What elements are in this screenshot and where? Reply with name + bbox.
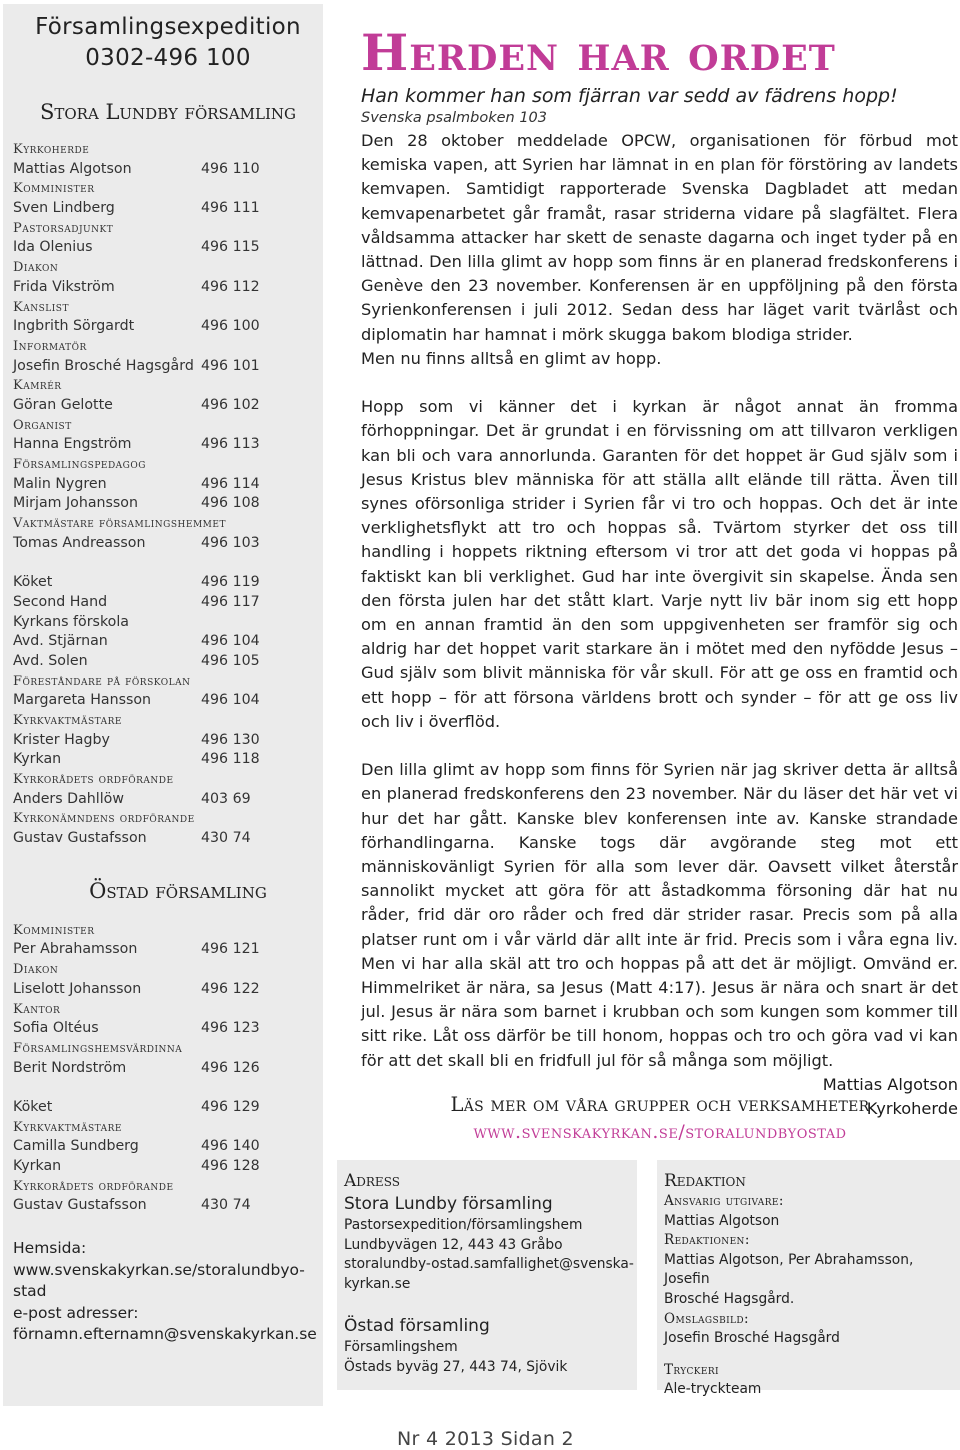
article (361, 23, 958, 1121)
cover-name: Josefin Brosché Hagsgård (664, 1330, 840, 1347)
staff-role: Kanslist (13, 299, 69, 315)
staff-phone: 496 129 (201, 1098, 260, 1115)
address-parish2-line1: Församlingshem (344, 1339, 458, 1356)
staff-person (13, 980, 323, 1000)
staff-person (13, 573, 323, 593)
staff-name: Avd. Stjärnan (13, 633, 108, 650)
staff-name: Gustav Gustafsson (13, 1197, 147, 1214)
cover-label: Omslagsbild: (664, 1310, 749, 1327)
staff-person (13, 199, 323, 219)
parish-title-stora-lundby: Stora Lundby församling (39, 100, 297, 124)
staff-person (13, 593, 323, 613)
staff-name: Margareta Hansson (13, 692, 152, 709)
staff-phone: 496 122 (201, 980, 260, 997)
staff-phone: 496 115 (201, 239, 260, 256)
address-parish2-line2: Östads byväg 27, 443 74, Sjövik (344, 1358, 568, 1375)
staff-name: Per Abrahamsson (13, 941, 138, 958)
staff-name: Second Hand (13, 593, 108, 610)
staff-person (13, 238, 323, 258)
signature-title: Kyrkoherde (866, 1099, 958, 1119)
staff-person (13, 278, 323, 298)
staff-phone: 403 69 (201, 790, 251, 807)
staff-phone: 496 130 (201, 731, 260, 748)
staff-phone: 496 140 (201, 1138, 260, 1155)
address-parish1-line1: Pastorsexpedition/församlingshem (344, 1217, 583, 1233)
parish-title-ostad: Östad församling (89, 878, 267, 903)
editorial-line1: Mattias Algotson, Per Abrahamsson, Josefin (664, 1251, 914, 1288)
staff-role: Kamrér (13, 378, 62, 394)
staff-name: Hanna Engström (13, 436, 132, 453)
staff-phone: 430 74 (201, 1197, 251, 1214)
page-footer: Nr 4 2013 Sidan 2 (397, 1428, 574, 1450)
staff-phone: 496 123 (201, 1020, 260, 1037)
staff-role: Diakon (13, 962, 59, 978)
staff-phone: 496 126 (201, 1059, 260, 1076)
staff-role: Informatör (13, 338, 87, 354)
address-parish2-name: Östad församling (344, 1316, 490, 1337)
staff-phone: 496 104 (201, 633, 260, 650)
article-source: Svenska psalmboken 103 (361, 110, 548, 126)
staff-person (13, 731, 323, 751)
staff-name: Berit Nordström (13, 1059, 127, 1076)
article-subhead: Han kommer han som fjärran var sedd av fädrens hopp! (361, 85, 898, 107)
article-paragraph-3: Den lilla glimt av hopp som finns för Syrien när jag skriver detta är alltså en planerad fredskonferens den 23 november. När du läser det här vet vi hur det har gått. Kanske blev konferensen inte av. Kanske strandade förhandlingarna. Kanske togs där avgörande steg mot ett människovänligt Syrien för alla som lever där. Oavsett vilket återstår sannolikt mycket att göra för att åstadkomma försoning där hat nu råder, frid där oro råder och fred där strider rasar. Precis som på alla platser runt om i vår värld där allt inte är frid. Precis som i våra egna liv. Men vi har alla skäl att tro och hoppas på att det är möjligt. Omvänd er. Himmelriket är nära, sa Jesus (Matt 4:17). Jesus är nära och snart är det jul. Jesus är nära som barnet i krubban och som kungen som kommer till sitt rike. Låt oss därför be till honom, hoppas och tro och göra vad vi kan för att det skall bli en fridfull jul för så många som möjligt. (361, 760, 958, 1070)
staff-name: Sven Lindberg (13, 200, 115, 217)
staff-phone: 496 105 (201, 652, 260, 669)
staff-role: Diakon (13, 260, 59, 276)
staff-person (13, 1098, 323, 1118)
staff-person (13, 1196, 323, 1216)
staff-name: Tomas Andreasson (13, 534, 146, 551)
staff-name: Liselott Johansson (13, 980, 142, 997)
editorial-box (657, 1160, 960, 1398)
office-phone: 0302-496 100 (85, 45, 251, 71)
staff-name: Mattias Algotson (13, 160, 132, 177)
staff-role: Kyrkvaktmästare (13, 1119, 123, 1135)
staff-role: Komminister (13, 181, 95, 197)
staff-person (13, 435, 323, 455)
staff-phone: 430 74 (201, 830, 251, 847)
staff-name: Kyrkans förskola (13, 613, 129, 630)
staff-role: Kyrkoherde (13, 142, 90, 157)
staff-person (13, 396, 323, 416)
staff-name: Ida Olenius (13, 239, 93, 256)
staff-person (13, 475, 323, 495)
staff-phone: 496 113 (201, 436, 260, 453)
article-body (361, 129, 958, 1073)
staff-name: Köket (13, 1098, 53, 1115)
staff-phone: 496 118 (201, 751, 260, 768)
staff-name: Mirjam Johansson (13, 495, 138, 512)
staff-phone: 496 128 (201, 1158, 260, 1174)
staff-person (13, 790, 323, 810)
staff-person (13, 940, 323, 960)
staff-phone: 496 111 (201, 200, 260, 217)
staff-name: Avd. Solen (13, 652, 88, 669)
staff-person (13, 1059, 323, 1079)
staff-phone: 496 121 (201, 941, 260, 958)
contact-block (13, 1238, 323, 1346)
staff-role: Föreståndare på förskolan (13, 673, 191, 689)
staff-person (13, 494, 323, 514)
staff-role: Kyrkvaktmästare (13, 712, 123, 728)
staff-role: Komminister (13, 922, 95, 938)
staff-name: Gustav Gustafsson (13, 830, 147, 847)
address-email-line2[interactable]: kyrkan.se (344, 1275, 411, 1292)
address-email-line1[interactable]: storalundby-ostad.samfallighet@svenska- (344, 1256, 634, 1273)
staff-phone: 496 110 (201, 160, 260, 177)
staff-person (13, 1019, 323, 1039)
more-info-heading: Läs mer om våra grupper och verksamheter (450, 1093, 870, 1116)
staff-person (13, 750, 323, 770)
staff-name: Anders Dahllöw (13, 790, 124, 807)
article-headline: Herden har ordet (361, 23, 836, 82)
staff-name: Josefin Brosché Hagsgård (13, 357, 194, 374)
homepage-link-line2[interactable]: stad (13, 1282, 47, 1301)
staff-name: Frida Vikström (13, 278, 115, 295)
email-label: e-post adresser: (13, 1303, 139, 1322)
staff-phone: 496 101 (201, 357, 260, 374)
staff-person (13, 534, 323, 554)
editorial-label: Redaktionen: (664, 1232, 750, 1249)
staff-role: Kyrkorådets ordförande (13, 1178, 174, 1194)
office-name: Församlingsexpedition (35, 14, 301, 40)
staff-phone: 496 103 (201, 534, 260, 551)
staff-person (13, 317, 323, 337)
staff-role: Församlingshemsvärdinna (13, 1040, 183, 1056)
print-name: Ale-tryckteam (664, 1381, 762, 1398)
staff-person (13, 691, 323, 711)
staff-phone: 496 104 (201, 692, 260, 709)
publisher-name: Mattias Algotson (664, 1212, 780, 1229)
signature-name: Mattias Algotson (822, 1075, 958, 1095)
publisher-label: Ansvarig utgivare: (664, 1193, 784, 1209)
email-pattern: förnamn.efternamn@svenskakyrkan.se (13, 1325, 317, 1344)
staff-person (13, 613, 323, 633)
staff-role: Vaktmästare församlingshemmet (13, 516, 226, 532)
staff-name: Ingbrith Sörgardt (13, 318, 135, 335)
staff-person (13, 632, 323, 652)
print-label: Tryckeri (664, 1361, 719, 1378)
address-box (337, 1160, 637, 1390)
staff-phone: 496 119 (201, 574, 260, 591)
more-info-link[interactable]: www.svenskakyrkan.se/storalundbyostad (473, 1121, 847, 1143)
staff-role: Organist (13, 417, 72, 433)
staff-person (13, 1137, 323, 1157)
staff-person (13, 829, 323, 849)
staff-person (13, 357, 323, 377)
staff-role: Församlingspedagog (13, 457, 146, 472)
editorial-heading: Redaktion (664, 1171, 746, 1191)
address-parish1-name: Stora Lundby församling (344, 1194, 553, 1214)
staff-phone: 496 112 (201, 278, 260, 295)
staff-name: Krister Hagby (13, 731, 110, 748)
address-heading: Adress (344, 1171, 400, 1191)
article-paragraph-1: Den 28 oktober meddelade OPCW, organisationen för förbud mot kemiska vapen, att Syrien har lämnat in en plan för förstöring av landets kemvapen. Samtidigt rapporterade Svenska Dagbladet att medan kemvapenarbetet går framåt, rasar striderna vidare på slagfältet. Flera våldsamma attacker har skett de senaste dagarna och inget tyder på en lättnad. Den lilla glimt av hopp som finns är en planerad fredskonferens i Genève den 23 november. Konferensen är en uppföljning på den första Syrienkonferensen i juli 2012. Sedan dess har läget varit tvärlåst och diplomatin har hamnat i mörk skugga bakom blodiga strider. Men nu finns alltså en glimt av hopp. (361, 131, 958, 368)
staff-list-ostad (13, 921, 323, 1216)
staff-role: Kyrkorådets ordförande (13, 772, 174, 787)
staff-name: Kyrkan (13, 751, 62, 768)
staff-person (13, 1157, 323, 1177)
staff-phone: 496 100 (201, 318, 260, 335)
staff-role: Kyrkonämndens ordförande (13, 811, 195, 827)
staff-name: Sofia Oltéus (13, 1020, 99, 1037)
sidebar-directory (3, 4, 323, 1406)
staff-phone: 496 114 (201, 475, 260, 492)
staff-name: Köket (13, 574, 53, 591)
staff-phone: 496 102 (201, 396, 260, 413)
staff-name: Kyrkan (13, 1158, 62, 1174)
editorial-line2: Brosché Hagsgård. (664, 1290, 795, 1307)
address-parish1-line2: Lundbyvägen 12, 443 43 Gråbo (344, 1236, 563, 1253)
article-paragraph-2: Hopp som vi känner det i kyrkan är något annat än fromma förhoppningar. Det är grundat i en förvissning om att tillvaron verkligen kan bli och vara annorlunda. Garanten för det hoppet är Gud själv som i Jesus Kristus blev människa för att ställa allt elände till rätta. Även till synes oförsonliga strider i Syrien får vi tro och hoppas. Och det är inte verklighetsflykt att tro och hoppas så. Tvärtom styrker det oss till handling i hoppets riktning eftersom vi tror att det goda vi hoppas på faktiskt kan bli verklighet. Gud har inte övergivit sin skapelse. Ända sen den första julen har det stått klart. Varje nytt liv bär inom sig ett hopp om en annan framtid än den som uppgivenheten ser framför sig och aldrig har det hoppet varit starkare än i mötet med den nyfödde Jesus – Gud själv som blivit människa för vår skull. För att ge oss en framtid och ett hopp – för att försona världens brott och synder – för att ge oss liv och liv i överflöd. (361, 397, 958, 731)
staff-phone: 496 108 (201, 495, 260, 512)
staff-role: Pastorsadjunkt (13, 220, 114, 236)
staff-name: Göran Gelotte (13, 396, 113, 413)
homepage-label: Hemsida: (13, 1239, 87, 1258)
staff-phone: 496 117 (201, 593, 260, 610)
staff-name: Camilla Sundberg (13, 1138, 139, 1155)
homepage-link-line1[interactable]: www.svenskakyrkan.se/storalundbyo- (13, 1260, 305, 1279)
staff-role: Kantor (13, 1001, 61, 1017)
staff-list-stora-lundby (13, 140, 323, 849)
staff-person (13, 160, 323, 180)
staff-person (13, 652, 323, 672)
staff-name: Malin Nygren (13, 475, 107, 492)
